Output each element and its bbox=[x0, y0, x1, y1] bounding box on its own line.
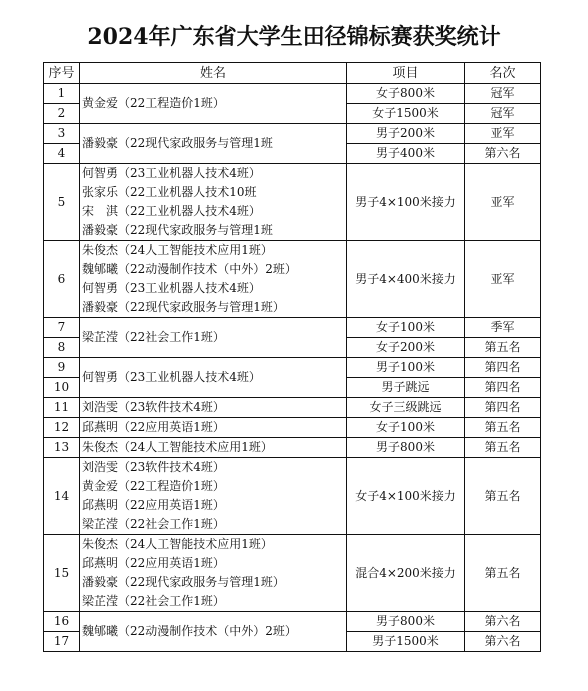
table-row bbox=[44, 241, 541, 318]
event-cell: 女子4×100米接力 bbox=[347, 458, 465, 535]
rank-cell: 冠军 bbox=[465, 104, 541, 124]
row-index: 12 bbox=[44, 418, 80, 438]
event-cell: 女子100米 bbox=[347, 318, 465, 338]
rank-cell: 第四名 bbox=[465, 398, 541, 418]
athlete-names bbox=[80, 318, 347, 358]
rank-cell: 第五名 bbox=[465, 438, 541, 458]
event-cell: 男子200米 bbox=[347, 124, 465, 144]
table-row bbox=[44, 418, 541, 438]
rank-cell: 冠军 bbox=[465, 84, 541, 104]
athlete-names bbox=[80, 612, 347, 652]
athlete-name: 张家乐（22工业机器人技术10班 bbox=[82, 185, 257, 199]
athlete-name: 何智勇（23工业机器人技术4班） bbox=[82, 370, 261, 384]
event-cell: 混合4×200米接力 bbox=[347, 535, 465, 612]
athlete-name: 邱燕明（22应用英语1班） bbox=[82, 420, 225, 434]
athlete-name: 何智勇（23工业机器人技术4班） bbox=[82, 166, 261, 180]
table-row bbox=[44, 398, 541, 418]
row-index: 4 bbox=[44, 144, 80, 164]
athlete-name: 何智勇（23工业机器人技术4班） bbox=[82, 281, 261, 295]
athlete-names bbox=[80, 84, 347, 124]
event-cell: 男子800米 bbox=[347, 438, 465, 458]
athlete-name: 邱燕明（22应用英语1班） bbox=[82, 556, 225, 570]
row-index: 11 bbox=[44, 398, 80, 418]
event-cell: 男子100米 bbox=[347, 358, 465, 378]
athlete-name: 刘浩雯（23软件技术4班） bbox=[82, 400, 225, 414]
rank-cell: 第四名 bbox=[465, 358, 541, 378]
athlete-names bbox=[80, 124, 347, 164]
row-index: 9 bbox=[44, 358, 80, 378]
header-name: 姓名 bbox=[80, 63, 347, 84]
athlete-names bbox=[80, 438, 347, 458]
table-header-row bbox=[44, 63, 541, 84]
table-row bbox=[44, 612, 541, 632]
rank-cell: 第五名 bbox=[465, 338, 541, 358]
table-row bbox=[44, 535, 541, 612]
athlete-name: 潘毅豪（22现代家政服务与管理1班） bbox=[82, 300, 285, 314]
event-cell: 男子800米 bbox=[347, 612, 465, 632]
row-index: 8 bbox=[44, 338, 80, 358]
row-index: 14 bbox=[44, 458, 80, 535]
rank-cell: 第五名 bbox=[465, 535, 541, 612]
athlete-name: 梁芷滢（22社会工作1班） bbox=[82, 517, 225, 531]
athlete-names bbox=[80, 398, 347, 418]
athlete-name: 刘浩雯（23软件技术4班） bbox=[82, 460, 225, 474]
athlete-name: 朱俊杰（24人工智能技术应用1班） bbox=[82, 243, 273, 257]
table-body bbox=[44, 84, 541, 652]
rank-cell: 第六名 bbox=[465, 632, 541, 652]
event-cell: 男子4×400米接力 bbox=[347, 241, 465, 318]
athlete-names bbox=[80, 358, 347, 398]
row-index: 5 bbox=[44, 164, 80, 241]
rank-cell: 第五名 bbox=[465, 458, 541, 535]
rank-cell: 亚军 bbox=[465, 164, 541, 241]
event-cell: 女子三级跳远 bbox=[347, 398, 465, 418]
row-index: 1 bbox=[44, 84, 80, 104]
event-cell: 男子4×100米接力 bbox=[347, 164, 465, 241]
rank-cell: 亚军 bbox=[465, 241, 541, 318]
rank-cell: 季军 bbox=[465, 318, 541, 338]
athlete-names bbox=[80, 418, 347, 438]
event-cell: 女子100米 bbox=[347, 418, 465, 438]
athlete-name: 黄金爱（22工程造价1班） bbox=[82, 96, 225, 110]
table-row bbox=[44, 458, 541, 535]
row-index: 17 bbox=[44, 632, 80, 652]
table-row bbox=[44, 84, 541, 104]
table-row bbox=[44, 318, 541, 338]
athlete-name: 朱俊杰（24人工智能技术应用1班） bbox=[82, 440, 273, 454]
rank-cell: 第四名 bbox=[465, 378, 541, 398]
athlete-name: 宋 淇（22工业机器人技术4班） bbox=[82, 204, 261, 218]
athlete-name: 梁芷滢（22社会工作1班） bbox=[82, 594, 225, 608]
athlete-names bbox=[80, 458, 347, 535]
header-idx: 序号 bbox=[44, 63, 80, 84]
event-cell: 女子800米 bbox=[347, 84, 465, 104]
table-row bbox=[44, 124, 541, 144]
rank-cell: 亚军 bbox=[465, 124, 541, 144]
athlete-name: 潘毅豪（22现代家政服务与管理1班 bbox=[82, 223, 273, 237]
athlete-name: 梁芷滢（22社会工作1班） bbox=[82, 330, 225, 344]
event-cell: 女子1500米 bbox=[347, 104, 465, 124]
athlete-name: 潘毅豪（22现代家政服务与管理1班） bbox=[82, 575, 285, 589]
row-index: 10 bbox=[44, 378, 80, 398]
row-index: 13 bbox=[44, 438, 80, 458]
event-cell: 男子400米 bbox=[347, 144, 465, 164]
awards-table bbox=[43, 62, 541, 652]
athlete-name: 魏郇曦（22动漫制作技术（中外）2班） bbox=[82, 262, 297, 276]
athlete-name: 魏郇曦（22动漫制作技术（中外）2班） bbox=[82, 624, 297, 638]
row-index: 7 bbox=[44, 318, 80, 338]
event-cell: 男子1500米 bbox=[347, 632, 465, 652]
event-cell: 女子200米 bbox=[347, 338, 465, 358]
rank-cell: 第六名 bbox=[465, 612, 541, 632]
table-row bbox=[44, 438, 541, 458]
page-title: 2024年广东省大学生田径锦标赛获奖统计 bbox=[87, 24, 501, 50]
athlete-name: 潘毅豪（22现代家政服务与管理1班 bbox=[82, 136, 273, 150]
header-rank: 名次 bbox=[465, 63, 541, 84]
row-index: 15 bbox=[44, 535, 80, 612]
table-row bbox=[44, 358, 541, 378]
athlete-names bbox=[80, 241, 347, 318]
athlete-names bbox=[80, 535, 347, 612]
rank-cell: 第六名 bbox=[465, 144, 541, 164]
row-index: 2 bbox=[44, 104, 80, 124]
event-cell: 男子跳远 bbox=[347, 378, 465, 398]
athlete-name: 朱俊杰（24人工智能技术应用1班） bbox=[82, 537, 273, 551]
header-event: 项目 bbox=[347, 63, 465, 84]
table-row bbox=[44, 164, 541, 241]
row-index: 6 bbox=[44, 241, 80, 318]
row-index: 16 bbox=[44, 612, 80, 632]
athlete-name: 邱燕明（22应用英语1班） bbox=[82, 498, 225, 512]
row-index: 3 bbox=[44, 124, 80, 144]
athlete-name: 黄金爱（22工程造价1班） bbox=[82, 479, 225, 493]
rank-cell: 第五名 bbox=[465, 418, 541, 438]
athlete-names bbox=[80, 164, 347, 241]
